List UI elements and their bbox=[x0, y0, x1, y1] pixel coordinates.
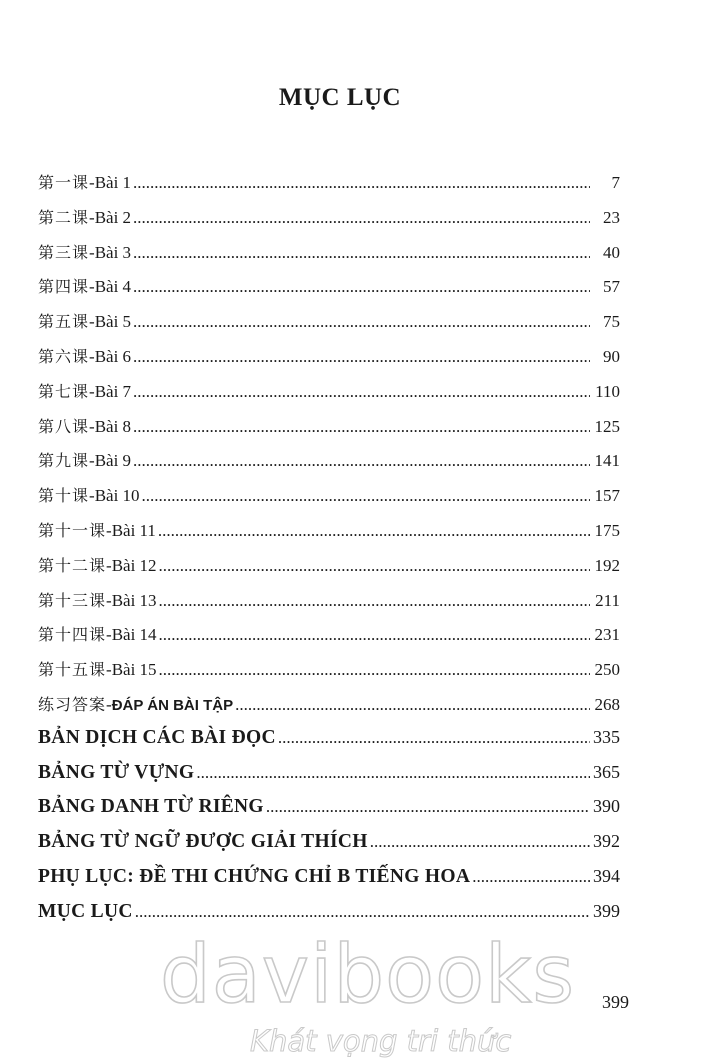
toc-page-number: 250 bbox=[594, 660, 620, 680]
toc-chinese-label: 第一课 bbox=[38, 173, 90, 192]
toc-dot-leader bbox=[142, 486, 590, 506]
toc-row-lesson-9 bbox=[38, 448, 620, 483]
toc-dot-leader bbox=[133, 208, 590, 228]
toc-section-label: BẢN DỊCH CÁC BÀI ĐỌC bbox=[38, 726, 276, 748]
toc-dot-leader bbox=[133, 173, 590, 193]
toc-separator: - bbox=[106, 694, 112, 714]
toc-dot-leader bbox=[370, 832, 590, 852]
toc-vietnamese-label: Bài 4 bbox=[94, 277, 132, 297]
toc-separator: - bbox=[106, 520, 112, 540]
toc-row-lesson-4 bbox=[38, 274, 620, 309]
toc-vietnamese-label: Bài 2 bbox=[94, 207, 132, 227]
toc-chinese-label: 第二课 bbox=[38, 207, 90, 227]
toc-separator: - bbox=[106, 555, 112, 575]
toc-dot-leader bbox=[133, 417, 590, 437]
toc-page-number: 192 bbox=[594, 555, 620, 575]
toc-page-number: 75 bbox=[603, 312, 620, 332]
toc-chinese-label: 练习答案 bbox=[38, 694, 107, 714]
toc-dot-leader bbox=[133, 347, 590, 367]
toc-dot-leader bbox=[133, 277, 590, 297]
toc-dot-leader bbox=[133, 312, 590, 332]
toc-page-number: 141 bbox=[594, 451, 620, 471]
toc-page-number: 157 bbox=[594, 486, 620, 506]
toc-chinese-label: 第十一课 bbox=[38, 520, 107, 540]
toc-dot-leader bbox=[133, 451, 590, 471]
toc-separator: - bbox=[89, 312, 95, 332]
toc-dot-leader bbox=[159, 556, 590, 576]
toc-separator: - bbox=[89, 242, 95, 262]
toc-row-section-vocabulary bbox=[38, 762, 620, 797]
toc-separator: - bbox=[89, 381, 95, 401]
toc-row-section-proper-nouns bbox=[38, 796, 620, 831]
toc-dot-leader bbox=[235, 695, 590, 715]
toc-row-section-contents bbox=[38, 901, 620, 936]
toc-dot-leader bbox=[158, 521, 590, 541]
toc-chinese-label: 第七课 bbox=[38, 381, 90, 401]
toc-separator: - bbox=[106, 625, 112, 645]
toc-section-label: BẢNG TỪ VỰNG bbox=[38, 761, 195, 783]
toc-row-lesson-6 bbox=[38, 344, 620, 379]
toc-dot-leader bbox=[133, 243, 590, 263]
toc-separator: - bbox=[89, 207, 95, 227]
toc-chinese-label: 第十二课 bbox=[38, 555, 107, 575]
toc-vietnamese-label: Bài 12 bbox=[111, 555, 157, 575]
toc-row-section-appendix bbox=[38, 866, 620, 901]
toc-row-lesson-11 bbox=[38, 518, 620, 553]
toc-separator: - bbox=[106, 590, 112, 610]
toc-dot-leader bbox=[159, 591, 590, 611]
toc-page-number: 335 bbox=[593, 726, 620, 747]
toc-vietnamese-label: Bài 1 bbox=[94, 173, 132, 192]
toc-vietnamese-label: Bài 9 bbox=[94, 451, 132, 471]
toc-dot-leader bbox=[159, 625, 590, 645]
toc-vietnamese-label: Bài 15 bbox=[111, 660, 157, 680]
toc-dot-leader bbox=[133, 382, 590, 402]
toc-chinese-label: 第四课 bbox=[38, 277, 90, 297]
toc-page-number: 23 bbox=[603, 207, 620, 227]
toc-separator: - bbox=[106, 660, 112, 680]
toc-section-label: PHỤ LỤC: ĐỀ THI CHỨNG CHỈ B TIẾNG HOA bbox=[38, 865, 471, 887]
toc-dot-leader bbox=[266, 797, 590, 817]
toc-chinese-label: 第八课 bbox=[38, 416, 90, 436]
toc-page-number: 390 bbox=[593, 796, 620, 817]
toc-vietnamese-label: Bài 3 bbox=[94, 242, 132, 262]
toc-vietnamese-label: Bài 11 bbox=[111, 520, 156, 540]
toc-chinese-label: 第三课 bbox=[38, 242, 90, 262]
toc-dot-leader bbox=[278, 728, 590, 748]
watermark-tagline: Khát vọng tri thức bbox=[250, 1024, 512, 1058]
toc-chinese-label: 第十五课 bbox=[38, 660, 107, 680]
toc-page-number: 7 bbox=[611, 173, 620, 192]
toc-chinese-label: 第五课 bbox=[38, 312, 90, 332]
toc-section-label: MỤC LỤC bbox=[38, 900, 133, 922]
toc-separator: - bbox=[89, 173, 95, 192]
toc-row-section-translations bbox=[38, 727, 620, 762]
toc-row-lesson-15 bbox=[38, 657, 620, 692]
toc-vietnamese-label: Bài 5 bbox=[94, 312, 132, 332]
toc-row-lesson-13 bbox=[38, 588, 620, 623]
toc-chinese-label: 第九课 bbox=[38, 451, 90, 471]
toc-separator: - bbox=[89, 451, 95, 471]
toc-page-number: 392 bbox=[593, 831, 620, 852]
toc-dot-leader bbox=[472, 867, 590, 887]
toc-vietnamese-label: Bài 13 bbox=[111, 590, 157, 610]
toc-row-lesson-12 bbox=[38, 553, 620, 588]
toc-page-number: 231 bbox=[594, 625, 620, 645]
toc-row-lesson-10 bbox=[38, 483, 620, 518]
toc-section-label: BẢNG TỪ NGỮ ĐƯỢC GIẢI THÍCH bbox=[38, 831, 368, 853]
toc-chinese-label: 第十四课 bbox=[38, 625, 107, 645]
toc-row-lesson-7 bbox=[38, 379, 620, 414]
toc-page-number: 90 bbox=[603, 346, 620, 366]
page-title: MỤC LỤC bbox=[278, 84, 402, 111]
toc-row-lesson-2 bbox=[38, 205, 620, 240]
toc-row-lesson-1 bbox=[38, 170, 620, 205]
toc-row-lesson-5 bbox=[38, 309, 620, 344]
toc-page-number: 268 bbox=[594, 694, 620, 714]
watermark-brand: davibooks bbox=[160, 928, 576, 1021]
toc-page-number: 57 bbox=[603, 277, 620, 297]
toc-page-number: 175 bbox=[594, 520, 620, 540]
toc-dot-leader bbox=[135, 902, 590, 922]
toc-row-lesson-8 bbox=[38, 414, 620, 449]
toc-page-number: 125 bbox=[594, 416, 620, 436]
toc-vietnamese-label: ĐÁP ÁN BÀI TẬP bbox=[111, 696, 234, 714]
toc-chinese-label: 第十课 bbox=[38, 486, 90, 506]
toc-page-number: 110 bbox=[595, 381, 620, 401]
toc-section-label: BẢNG DANH TỪ RIÊNG bbox=[38, 796, 264, 818]
toc-separator: - bbox=[89, 277, 95, 297]
toc-vietnamese-label: Bài 10 bbox=[94, 486, 140, 506]
toc-page-number: 365 bbox=[593, 761, 620, 782]
toc-page-number: 394 bbox=[593, 865, 620, 886]
toc-vietnamese-label: Bài 7 bbox=[94, 381, 132, 401]
toc-page-number: 40 bbox=[603, 242, 620, 262]
watermark bbox=[160, 928, 576, 1058]
toc-row-lesson-3 bbox=[38, 240, 620, 275]
toc-vietnamese-label: Bài 6 bbox=[94, 346, 132, 366]
toc-row-lesson-14 bbox=[38, 622, 620, 657]
toc-vietnamese-label: Bài 14 bbox=[111, 625, 157, 645]
toc-chinese-label: 第六课 bbox=[38, 346, 90, 366]
table-of-contents bbox=[38, 170, 620, 936]
toc-separator: - bbox=[89, 346, 95, 366]
toc-row-section-explained-terms bbox=[38, 831, 620, 866]
toc-page-number: 399 bbox=[593, 900, 620, 921]
toc-chinese-label: 第十三课 bbox=[38, 590, 107, 610]
toc-separator: - bbox=[89, 416, 95, 436]
toc-page-number: 211 bbox=[595, 590, 620, 610]
page-number-footer: 399 bbox=[602, 992, 629, 1012]
toc-separator: - bbox=[89, 486, 95, 506]
toc-dot-leader bbox=[196, 763, 590, 783]
toc-dot-leader bbox=[159, 660, 590, 680]
toc-row-answers bbox=[38, 692, 620, 727]
toc-vietnamese-label: Bài 8 bbox=[94, 416, 132, 436]
